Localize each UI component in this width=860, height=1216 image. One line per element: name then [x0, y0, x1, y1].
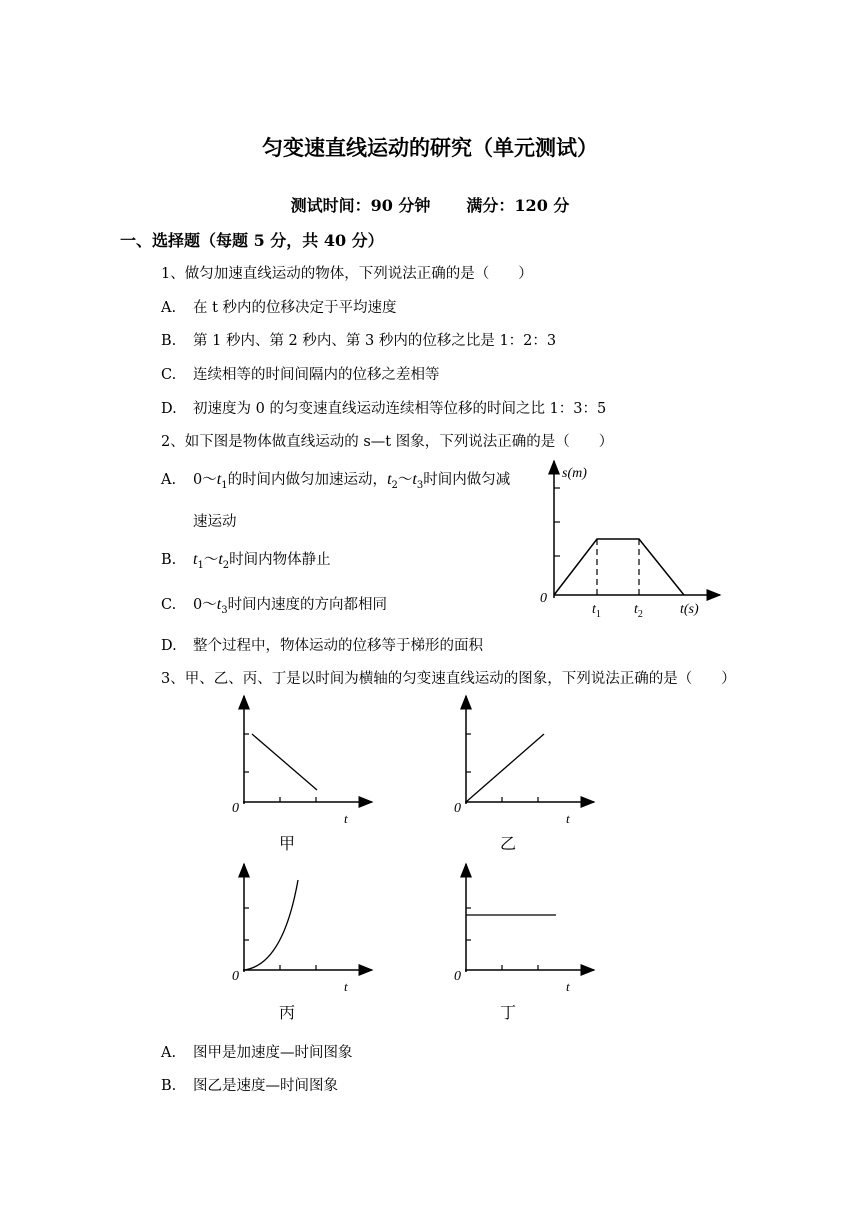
yi-xlabel: t	[566, 811, 570, 826]
graph-ding	[450, 860, 600, 995]
st-origin: 0	[540, 591, 547, 606]
graph-jia	[228, 692, 378, 827]
graph-yi-label: 乙	[500, 834, 517, 853]
exam-info	[0, 193, 860, 216]
graph-jia-label: 甲	[279, 834, 296, 853]
ding-origin: 0	[454, 969, 461, 984]
q1-option-a: A. 在 t 秒内的位移决定于平均速度	[161, 300, 397, 316]
q2-option-a: A. $0\sim t_1$的时间内做匀加速运动，$t_2\sim t_3$时间内做匀减	[161, 471, 511, 491]
q2-option-b: B. $t_1\sim t_2$时间内物体静止	[161, 551, 331, 571]
bing-xlabel: t	[344, 979, 348, 994]
bing-origin: 0	[232, 969, 239, 984]
st-graph	[530, 455, 730, 630]
graph-bing	[228, 860, 378, 995]
bing-curve	[244, 880, 298, 970]
q2-option-a-cont: 速运动	[193, 514, 237, 530]
st-curve	[554, 539, 684, 595]
graph-ding-label: 丁	[500, 1003, 517, 1022]
graph-yi	[450, 692, 600, 827]
q2-option-d: D. 整个过程中，物体运动的位移等于梯形的面积	[161, 638, 483, 654]
q3-option-b: B. 图乙是速度—时间图象	[161, 1078, 338, 1094]
exam-score: 满分：120 分	[466, 196, 570, 215]
st-t1-label: $t_1$	[592, 602, 601, 620]
q3-option-a: A. 图甲是加速度—时间图象	[161, 1045, 353, 1061]
graph-bing-label: 丙	[279, 1003, 296, 1022]
question-3-stem: 3、甲、乙、丙、丁是以时间为横轴的匀变速直线运动的图象，下列说法正确的是（ ）	[161, 671, 736, 687]
exam-time: 测试时间：90 分钟	[290, 196, 431, 215]
st-t2-label: $t_2$	[634, 602, 643, 620]
section-heading: 一、选择题（每题 5 分，共 40 分）	[120, 231, 384, 250]
ding-xlabel: t	[566, 979, 570, 994]
jia-line	[252, 734, 317, 790]
question-1-stem: 1、做匀加速直线运动的物体，下列说法正确的是（ ）	[161, 266, 533, 282]
question-2-stem: 2、如下图是物体做直线运动的 s—t 图象，下列说法正确的是（ ）	[161, 434, 614, 450]
st-ylabel: s(m)	[562, 466, 587, 481]
jia-origin: 0	[232, 801, 239, 816]
q2-option-c: C. $0\sim t_3$时间内速度的方向都相同	[161, 596, 388, 616]
page-title: 匀变速直线运动的研究（单元测试）	[262, 135, 598, 160]
q1-option-d: D. 初速度为 0 的匀变速直线运动连续相等位移的时间之比 1：3：5	[161, 401, 607, 417]
st-xlabel: t(s)	[680, 602, 699, 617]
yi-origin: 0	[454, 801, 461, 816]
jia-xlabel: t	[344, 811, 348, 826]
q1-option-c: C. 连续相等的时间间隔内的位移之差相等	[161, 367, 440, 383]
yi-line	[466, 734, 544, 802]
q1-option-b: B. 第 1 秒内、第 2 秒内、第 3 秒内的位移之比是 1：2：3	[161, 333, 557, 349]
